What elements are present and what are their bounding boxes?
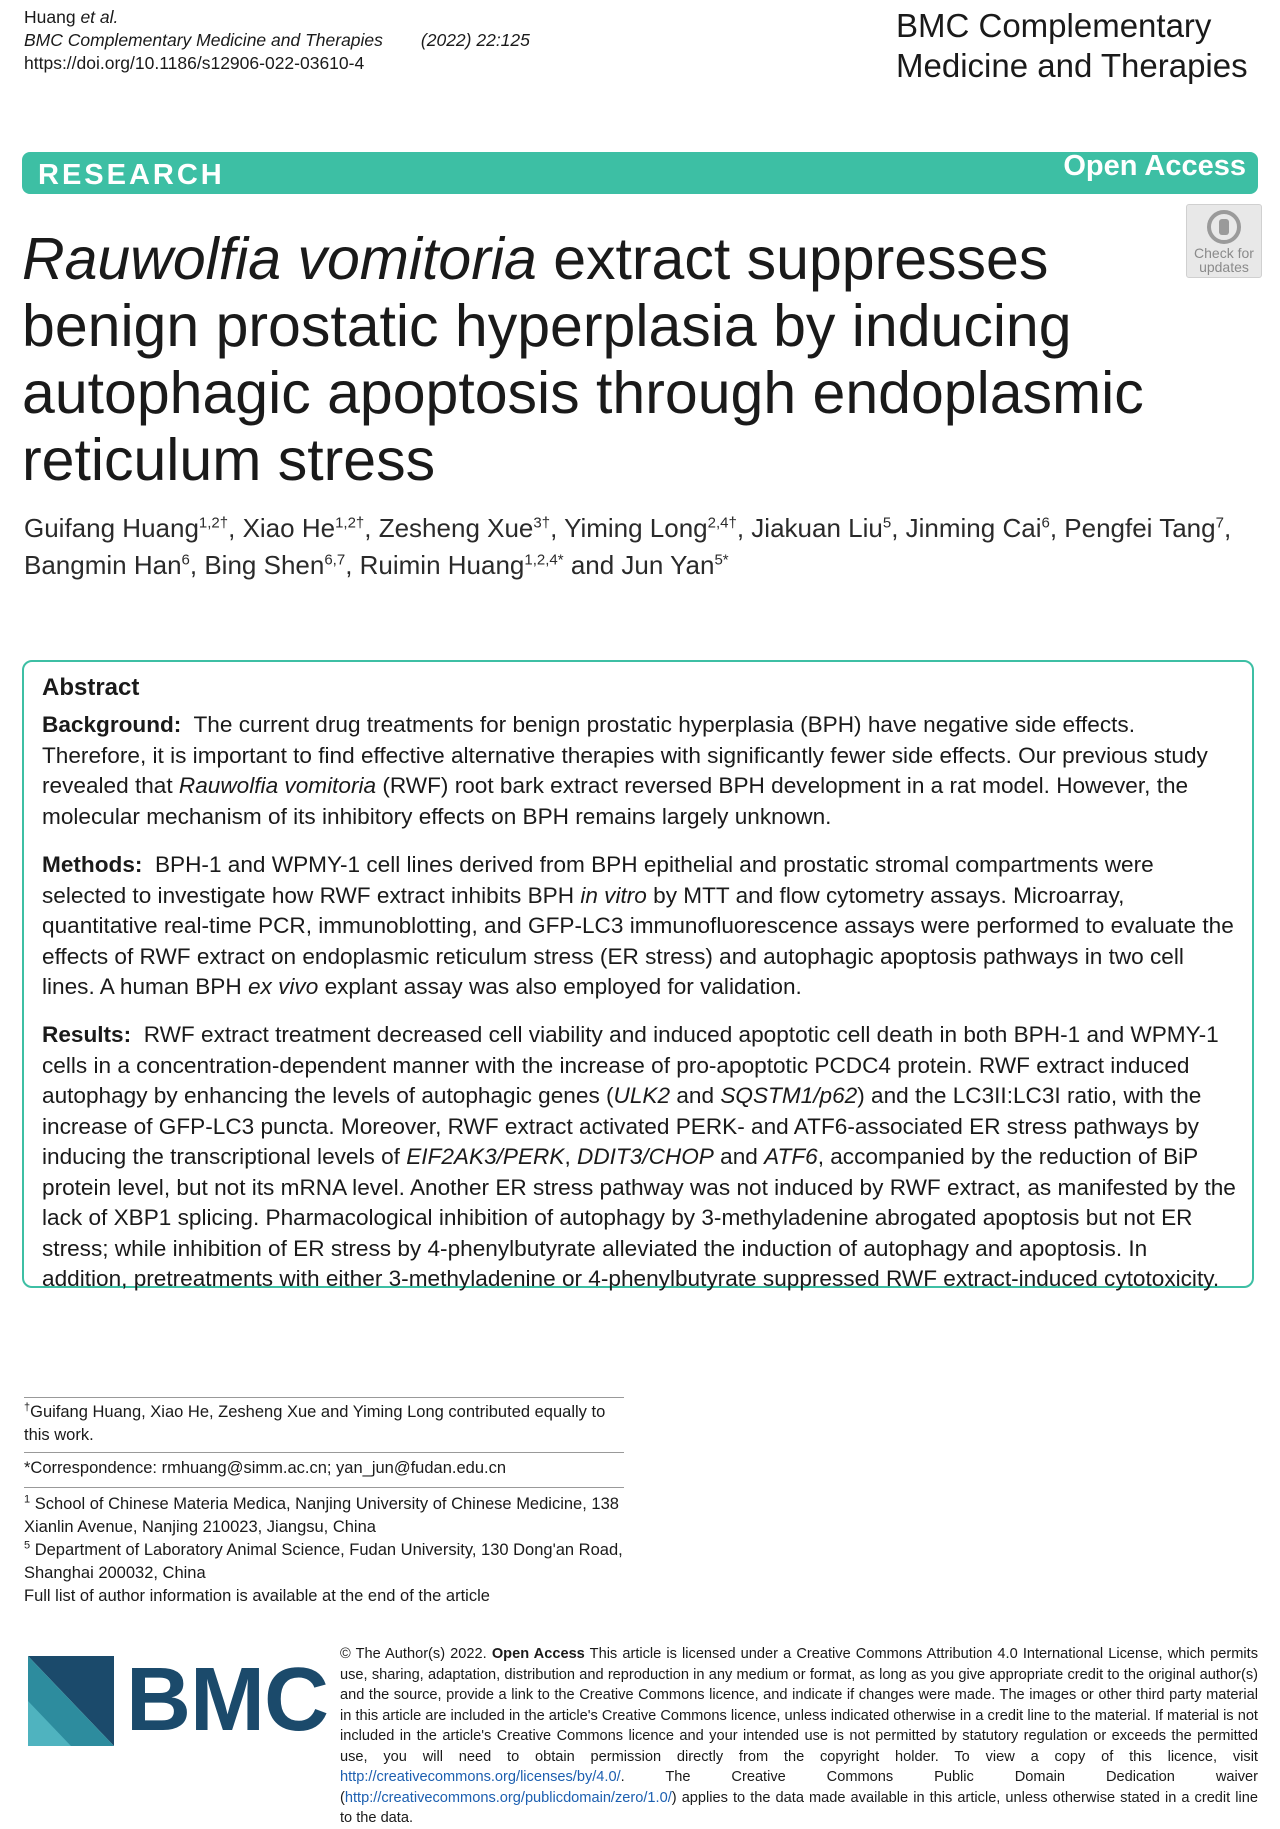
author-affiliation-marker: 2,4† [707, 514, 737, 532]
article-type-label: RESEARCH [38, 159, 225, 191]
affiliations [24, 1493, 624, 1608]
abstract-background: Background: The current drug treatments for benign prostatic hyperplasia (BPH) have negative side effects. Therefore, it is important to find effective alternative therapies with significantly fewer side effects. Our previous study revealed that Rauwolfia vomitoria (RWF) root bark extract reversed BPH development in a rat model. However, the molecular mechanism of its inhibitory effects on BPH remains largely unknown. [42, 712, 1208, 829]
author-affiliation-marker: 3† [533, 514, 551, 532]
author-affiliation-marker: 6,7 [324, 551, 346, 569]
volume: (2022) 22:125 [420, 30, 530, 50]
journal-name: BMC Complementary Medicine and Therapies [896, 7, 1248, 84]
author-affiliation-marker: 1,2,4* [524, 551, 564, 569]
author-affiliation-marker: 1,2† [335, 514, 365, 532]
author-name: Xiao He [242, 513, 336, 543]
author-list: Guifang Huang$^{1,2\dagger}$, Xiao $He^{1,2\dagger}$, Zesheng Xue$^{3\dagger}$, Yiming Long$^{2,4\dagger}$, Jiakuan Liu$^5$, Jinming Cai$^6$, Pengfei Tang$^7$, Bangmin Han$^6$, Bing Shen$^{6,7}$, Ruimin Huang$^{1,2,4*}$ and Jun Yan$^{5*}$ [24, 513, 1232, 580]
author-short: Huang et al. [24, 7, 119, 27]
author-affiliation-marker: 1,2† [198, 514, 229, 532]
affiliation-5: $^5$ Department of Laboratory Animal Science, Fudan University, 130 Dong'an Road, Shanghai 200032, China [24, 1539, 623, 1582]
open-access-label: Open Access [1063, 150, 1246, 182]
abstract-box [22, 660, 1254, 1291]
author-affiliation-marker: 6 [181, 551, 190, 569]
author-name: Zesheng Xue [378, 513, 534, 543]
bmc-logo-text: BMC [126, 1650, 328, 1750]
abstract-results: Results: RWF extract treatment decreased cell viability and induced apoptotic cell death in both BPH-1 and WPMY-1 cells in a concentration-dependent manner with the increase of pro-apoptotic PCDC4 protein. RWF extract induced autophagy by enhancing the levels of autophagic genes (ULK2 and SQSTM1/p62) and the LC3II:LC3I ratio, with the increase of GFP-LC3 puncta. Moreover, RWF extract activated PERK- and ATF6-associated ER stress pathways by inducing the transcriptional levels of EIF2AK3/PERK, DDIT3/CHOP and ATF6, accompanied by the reduction of BiP protein level, but not its mRNA level. Another ER stress pathway was not induced by RWF extract, as manifested by the lack of XBP1 splicing. Pharmacological inhibition of autophagy by 3-methyladenine abrogated apoptosis but not ER stress; while inhibition of ER stress by 4-phenylbutyrate alleviated the induction of autophagy and apoptosis. In addition, pretreatments with either 3-methyladenine or 4-phenylbutyrate suppressed RWF extract-induced cytotoxicity. [42, 1022, 1236, 1291]
author-name: Pengfei Tang [1064, 513, 1216, 543]
check-updates-label: Check for updates [1194, 245, 1254, 275]
bookmark-icon [1207, 210, 1241, 244]
abstract-methods: Methods: BPH-1 and WPMY-1 cell lines derived from BPH epithelial and prostatic stromal compartments were selected to investigate how RWF extract inhibits BPH in vitro by MTT and flow cytometry assays. Microarray, quantitative real-time PCR, immunoblotting, and GFP-LC3 immunofluorescence assays were performed to evaluate the effects of RWF extract on endoplasmic reticulum stress (ER stress) and autophagic apoptosis pathways in two cell lines. A human BPH ex vivo explant assay was also employed for validation. [42, 852, 1234, 999]
author-name: Bangmin Han [24, 550, 182, 580]
author-name: Bing Shen [204, 550, 325, 580]
citation [24, 29, 530, 52]
author-name: Ruimin Huang [359, 550, 525, 580]
article-header [24, 6, 530, 75]
article-type-banner [22, 152, 1258, 194]
bmc-logo [28, 1650, 328, 1750]
cc-by-license-link[interactable]: http://creativecommons.org/licenses/by/4.0/ [340, 1769, 621, 1785]
bmc-logo-mark-icon [28, 1656, 114, 1746]
author-affiliation-marker: 6 [1041, 514, 1050, 532]
article-title: Rauwolfia vomitoria extract suppresses benign prostatic hyperplasia by inducing autophagic apoptosis through endoplasmic reticulum stress [22, 226, 1144, 493]
author-affiliation-marker: 5 [882, 514, 892, 532]
author-affiliation-marker: 7 [1215, 514, 1224, 532]
author-name: Jinming Cai [905, 513, 1042, 543]
correspondence-note: *Correspondence: rmhuang@simm.ac.cn; yan_jun@fudan.edu.cn [24, 1459, 507, 1477]
check-for-updates-button[interactable] [1186, 204, 1262, 278]
author-name: Jiakuan Liu [751, 513, 883, 543]
footnote-divider [24, 1487, 624, 1488]
equal-contribution-note: †Guifang Huang, Xiao He, Zesheng Xue and Yiming Long contributed equally to this work. [24, 1401, 606, 1444]
doi-link[interactable]: https://doi.org/10.1186/s12906-022-03610-4 [24, 53, 365, 73]
abstract-heading: Abstract [42, 674, 140, 701]
license-statement: © The Author(s) 2022. Open Access This article is licensed under a Creative Commons Attribution 4.0 International License, which permits use, sharing, adaptation, distribution and reproduction in any medium or format, as long as you give appropriate credit to the original author(s) and the source, provide a link to the Creative Commons licence, and indicate if changes were made. The images or other third party material in this article are included in the article's Creative Commons licence, unless indicated otherwise in a credit line to the material. If material is not included in the article's Creative Commons licence and your intended use is not permitted by statutory regulation or exceeds the permitted use, you will need to obtain permission directly from the copyright holder. To view a copy of this licence, visit http://creativecommons.org/licenses/by/4.0/. The Creative Commons Public Domain Dedication waiver (http://creativecommons.org/publicdomain/zero/1.0/) applies to the data made available in this article, unless otherwise stated in a credit line to the data. [340, 1646, 1258, 1826]
full-author-info-note: Full list of author information is available at the end of the article [24, 1587, 490, 1605]
author-name: Guifang Huang [24, 513, 199, 543]
footnote-divider [24, 1397, 624, 1398]
cc-zero-waiver-link[interactable]: http://creativecommons.org/publicdomain/zero/1.0/ [344, 1789, 672, 1806]
author-name: Yiming Long [564, 513, 708, 543]
author-name: Jun Yan [621, 550, 715, 580]
affiliation-1: $^1$ School of Chinese Materia Medica, Nanjing University of Chinese Medicine, 138 Xianlin Avenue, Nanjing 210023, Jiangsu, China [24, 1493, 619, 1536]
author-affiliation-marker: 5* [714, 551, 729, 569]
journal-italic: BMC Complementary Medicine and Therapies [24, 30, 383, 50]
footnote-divider [24, 1452, 624, 1453]
